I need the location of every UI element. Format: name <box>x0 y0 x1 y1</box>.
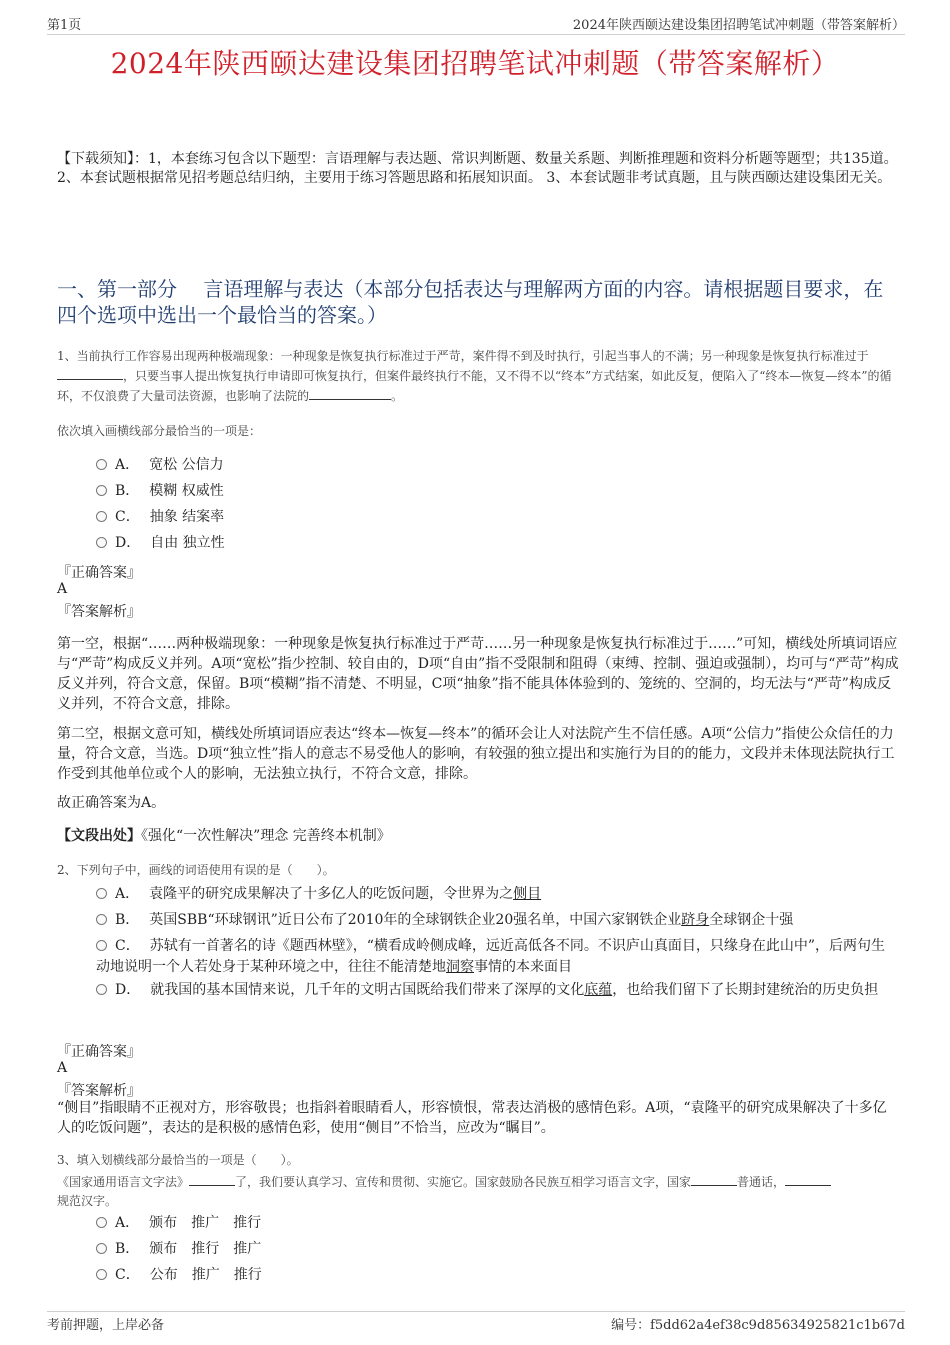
page-number: 第1页 <box>47 18 82 33</box>
q2-option-a[interactable]: A． 袁隆平的研究成果解决了十多亿人的吃饭问题，令世界为之侧目 <box>96 884 896 905</box>
radio-icon[interactable] <box>96 1217 107 1228</box>
blank-line <box>691 1172 737 1186</box>
q1-conclusion: 故正确答案为A。 <box>57 795 166 811</box>
radio-icon[interactable] <box>96 984 107 995</box>
page-header <box>47 14 905 35</box>
q2-option-b[interactable]: B． 英国SBB“环球钢讯”近日公布了2010年的全球钢铁企业20强名单，中国六家钢铁企业跻身全球钢企十强 <box>96 910 896 931</box>
blank-line <box>189 1172 235 1186</box>
q1-analysis-label: 『答案解析』 <box>57 604 141 620</box>
radio-icon[interactable] <box>96 1243 107 1254</box>
question-3-text: 3、填入划横线部分最恰当的一项是（ ）。 <box>57 1153 299 1167</box>
q1-option-a[interactable]: A． 宽松 公信力 <box>96 455 896 476</box>
q2-option-c[interactable]: C． 苏轼有一首著名的诗《题西林壁》，“横看成岭侧成峰，远近高低各不同。不识庐山真面目，只缘身在此山中”，后两句生动地说明一个人若处身于某种环境之中，往往不能清楚地洞察事情的本来面目 <box>96 938 886 975</box>
question-1-text: 1、当前执行工作容易出现两种极端现象：一种现象是恢复执行标准过于严苛，案件得不到及时执行，引起当事人的不满；另一种现象是恢复执行标准过于，只要当事人提出恢复执行申请即可恢复执行，但案件最终执行不能，又不得不以“终本”方式结案，如此反复，便陷入了“终本—恢复—终本”的循环，不仅浪费了大量司法资源，也影响了法院的 。 <box>57 349 892 403</box>
blank-line <box>785 1172 831 1186</box>
q1-option-b[interactable]: B． 模糊 权威性 <box>96 481 896 502</box>
download-notice: 【下载须知】：1，本套练习包含以下题型：言语理解与表达题、常识判断题、数量关系题、判断推理题和资料分析题等题型；共135道。 2、本套试题根据常见招考题总结归纳，主要用于练习答题思路和拓展知识面。 3、本套试题非考试真题，且与陕西颐达建设集团无关。 <box>57 151 898 186</box>
q3-option-c[interactable]: C． 公布 推广 推行 <box>96 1265 896 1286</box>
radio-icon[interactable] <box>96 459 107 470</box>
footer-slogan: 考前押题，上岸必备 <box>47 1318 165 1333</box>
question-2-text: 2、下列句子中，画线的词语使用有误的是（ ）。 <box>57 863 335 877</box>
q1-option-c[interactable]: C． 抽象 结案率 <box>96 507 896 528</box>
q1-answer: A <box>57 581 68 597</box>
radio-icon[interactable] <box>96 511 107 522</box>
q2-option-d[interactable]: D． 就我国的基本国情来说，几千年的文明古国既给我们带来了深厚的文化底蕴，也给我们留下了长期封建统治的历史负担 <box>96 980 896 1001</box>
q1-answer-label: 『正确答案』 <box>57 565 141 581</box>
section-heading: 一、第一部分 言语理解与表达（本部分包括表达与理解两方面的内容。请根据题目要求，在四个选项中选出一个最恰当的答案。） <box>57 277 884 327</box>
radio-icon[interactable] <box>96 537 107 548</box>
radio-icon[interactable] <box>96 485 107 496</box>
q1-analysis-2: 第二空，根据文意可知，横线处所填词语应表达“终本—恢复—终本”的循环会让人对法院产生不信任感。A项“公信力”指使公众信任的力量，符合文意，当选。D项“独立性”指人的意志不易受他人的影响，有较强的独立提出和实施行为目的的能力，文段并未体现法院执行工作受到其他单位或个人的影响，无法独立执行，不符合文意，排除。 <box>57 726 895 782</box>
footer-code: 编号：f5dd62a4ef38c9d85634925821c1b67d <box>611 1318 905 1333</box>
radio-icon[interactable] <box>96 888 107 899</box>
header-doc-title: 2024年陕西颐达建设集团招聘笔试冲刺题（带答案解析） <box>572 18 905 33</box>
radio-icon[interactable] <box>96 940 107 951</box>
radio-icon[interactable] <box>96 1269 107 1280</box>
q1-analysis-1: 第一空，根据“……两种极端现象：一种现象是恢复执行标准过于严苛……另一种现象是恢复执行标准过于……”可知，横线处所填词语应与“严苛”构成反义并列。A项“宽松”指少控制、较自由的，D项“自由”指不受限制和阻碍（束缚、控制、强迫或强制），均可与“严苛”构成反义并列，符合文意，保留。B项“模糊”指不清楚、不明显，C项“抽象”指不能具体体验到的、笼统的、空洞的，均无法与“严苛”构成反义并列，不符合文意，排除。 <box>57 636 899 712</box>
question-3-body: 《国家通用语言文字法》 了，我们要认真学习、宣传和贯彻、实施它。国家鼓励各民族互相学习语言文字，国家 普通话，规范汉字。 <box>57 1172 837 1211</box>
q2-answer-label: 『正确答案』 <box>57 1044 141 1060</box>
q3-option-b[interactable]: B． 颁布 推行 推广 <box>96 1239 896 1260</box>
radio-icon[interactable] <box>96 914 107 925</box>
q3-option-a[interactable]: A． 颁布 推广 推行 <box>96 1213 896 1234</box>
q2-analysis: “侧目”指眼睛不正视对方，形容敬畏；也指斜着眼睛看人，形容愤恨，常表达消极的感情色彩。A项，“袁隆平的研究成果解决了十多亿人的吃饭问题”，表达的是积极的感情色彩，使用“侧目”不恰当，应改为“瞩目”。 <box>57 1100 887 1136</box>
q2-analysis-label: 『答案解析』 <box>57 1083 141 1099</box>
blank-line <box>309 386 391 400</box>
q1-source: 【文段出处】《强化“一次性解决”理念 完善终本机制》 <box>57 828 391 844</box>
q1-option-d[interactable]: D． 自由 独立性 <box>96 533 896 554</box>
q2-answer: A <box>57 1060 68 1076</box>
page-footer <box>47 1311 905 1334</box>
blank-line <box>57 366 123 380</box>
question-1-instruction: 依次填入画横线部分最恰当的一项是： <box>57 424 262 438</box>
document-title: 2024年陕西颐达建设集团招聘笔试冲刺题（带答案解析） <box>110 47 840 80</box>
